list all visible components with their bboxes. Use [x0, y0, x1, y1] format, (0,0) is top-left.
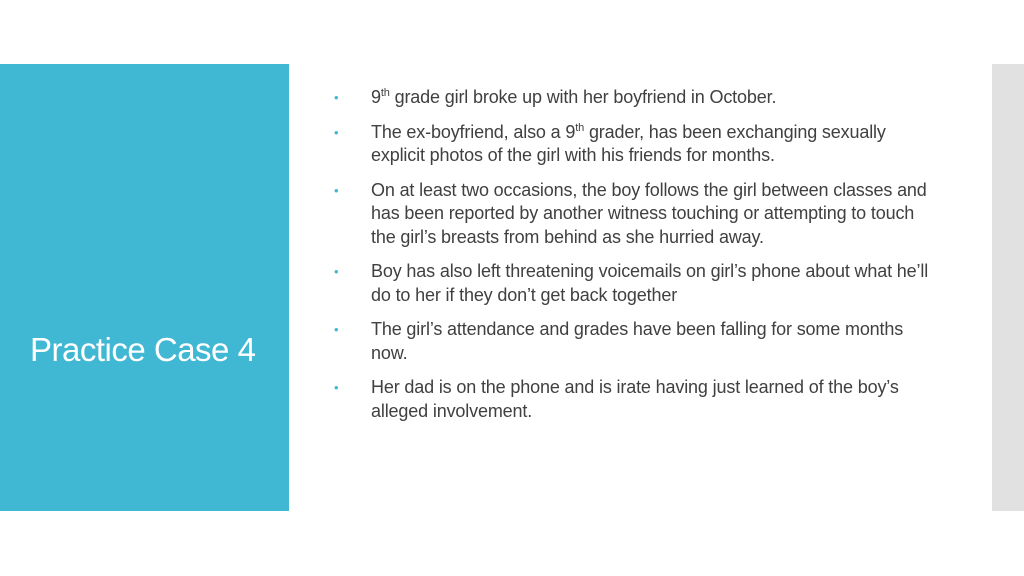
- slide-title: Practice Case 4: [30, 331, 256, 368]
- bullet-dot-icon: •: [334, 264, 339, 279]
- bullet-item: [330, 179, 930, 250]
- bullet-text: Her dad is on the phone and is irate having just learned of the boy’s alleged involvement.: [371, 377, 899, 421]
- side-bar: [992, 64, 1024, 511]
- bullet-item: [330, 318, 930, 365]
- bullet-dot-icon: •: [334, 322, 339, 337]
- bullet-text: 9th grade girl broke up with her boyfriend in October.: [371, 87, 777, 107]
- bullet-text: The girl’s attendance and grades have been falling for some months now.: [371, 319, 904, 363]
- bullet-item: [330, 121, 930, 168]
- bullet-item: [330, 260, 930, 307]
- title-panel: [0, 64, 289, 511]
- bullet-item: [330, 376, 930, 423]
- bullet-item: [330, 86, 930, 110]
- bullet-list: [330, 86, 930, 434]
- bullet-dot-icon: •: [334, 380, 339, 395]
- bullet-dot-icon: •: [334, 90, 339, 105]
- bullet-dot-icon: •: [334, 182, 339, 198]
- bullet-text: Boy has also left threatening voicemails on girl’s phone about what he’ll do to her if they don’t get back together: [371, 261, 929, 305]
- bullet-text: On at least two occasions, the boy follows the girl between classes and has been reported by another witness touching or attempting to touch the girl’s breasts from behind as she hurried away.: [371, 179, 927, 247]
- bullet-dot-icon: •: [334, 124, 339, 140]
- bullet-text: The ex-boyfriend, also a 9th grader, has been exchanging sexually explicit photos of the girl with his friends for months.: [371, 121, 886, 165]
